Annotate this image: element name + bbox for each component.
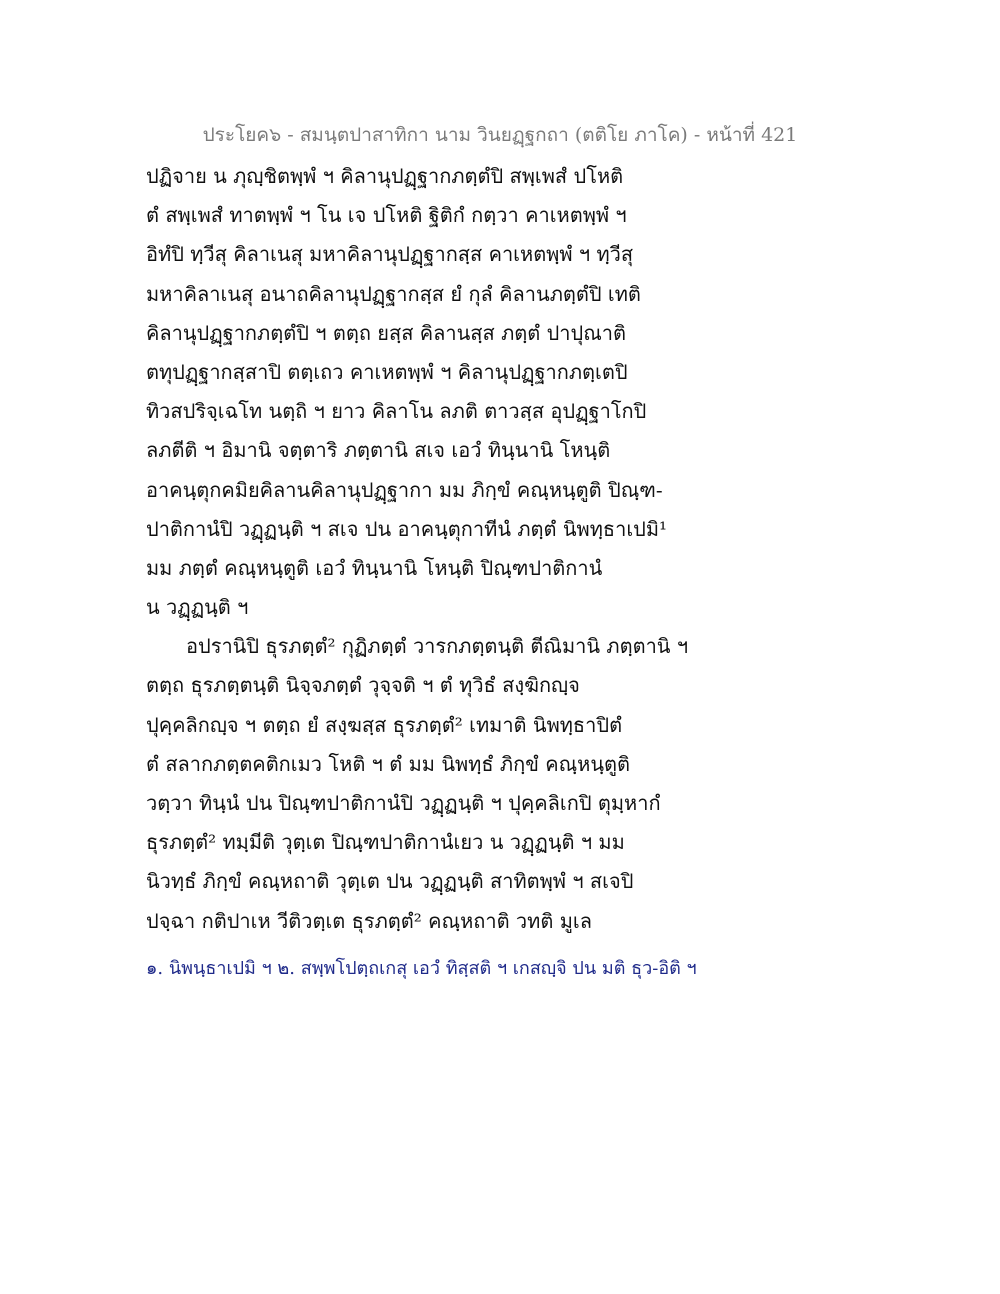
text-line: ปุคฺคลิกญฺจ ฯ ตตฺถ ยํ สงฺฆสฺส ธุรภตฺตํ² เทมาติ นิพทฺธาปิตํ (146, 712, 623, 737)
text-line: ตตฺถ ธุรภตฺตนฺติ นิจฺจภตฺตํ วุจฺจติ ฯ ตํ ทุวิธํ สงฺฆิกญฺจ (146, 673, 580, 698)
text-line: อาคนฺตุกคมิยคิลานคิลานุปฏฺฐากา มม ภิกฺขํ คณฺหนฺตูติ ปิณฺฑ- (146, 477, 663, 502)
footnote: ๑. นิพนฺธาเปมิ ฯ ๒. สพฺพโปตฺถเกสุ เอวํ ทิสฺสติ ฯ เกสญฺจิ ปน มติ ธุว-อิติ ฯ (146, 958, 697, 979)
text-line: นิวทฺธํ ภิกฺขํ คณฺหถาติ วุตฺเต ปน วฏฺฏนฺติ สาทิตพฺพํ ฯ สเจปิ (146, 869, 634, 894)
body-text (146, 157, 689, 941)
text-line: คิลานุปฏฺฐากภตฺตํปิ ฯ ตตฺถ ยสฺส คิลานสฺส ภตฺตํ ปาปุณาติ (146, 320, 626, 345)
paragraph-start-line: อปรานิปิ ธุรภตฺตํ² กุฏิภตฺตํ วารกภตฺตนฺติ ตีณิมานิ ภตฺตานิ ฯ (186, 634, 689, 659)
text-line: ลภตีติ ฯ อิมานิ จตฺตาริ ภตฺตานิ สเจ เอวํ ทินฺนานิ โหนฺติ (146, 438, 611, 463)
text-line: ปจฺฉา กติปาเห วีติวตฺเต ธุรภตฺตํ² คณฺหถาติ วทติ มูเล (146, 908, 592, 933)
text-line: อิทํปิ ทฺวีสุ คิลาเนสุ มหาคิลานุปฏฺฐากสฺส คาเหตพฺพํ ฯ ทฺวีสุ (146, 242, 634, 267)
text-line: มม ภตฺตํ คณฺหนฺตูติ เอวํ ทินฺนานิ โหนฺติ ปิณฺฑปาติกานํ (146, 555, 603, 580)
text-line: มหาคิลาเนสุ อนาถคิลานุปฏฺฐากสฺส ยํ กุลํ คิลานภตฺตํปิ เทติ (146, 281, 641, 306)
text-line: ปฏิจาย น ภุญฺชิตพฺพํ ฯ คิลานุปฏฺฐากภตฺตํปิ สพฺเพสํ ปโหติ (146, 164, 624, 188)
page-header: ประโยค๖ - สมนฺตปาสาทิกา นาม วินยฏฺฐกถา (ตติโย ภาโค) - หน้าที่ 421 (202, 124, 798, 146)
text-line: น วฏฺฏนฺติ ฯ (146, 595, 249, 620)
text-line: ทิวสปริจฺเฉโท นตฺถิ ฯ ยาว คิลาโน ลภติ ตาวสฺส อุปฏฺฐาโกปิ (146, 399, 647, 424)
text-line: วตฺวา ทินฺนํ ปน ปิณฺฑปาติกานํปิ วฏฺฏนฺติ ฯ ปุคฺคลิเกปิ ตุมฺหากํ (146, 791, 661, 815)
text-line: ตํ สลากภตฺตคติกเมว โหติ ฯ ตํ มม นิพทฺธํ ภิกฺขํ คณฺหนฺตูติ (146, 751, 631, 776)
text-line: ปาติกานํปิ วฏฺฏนฺติ ฯ สเจ ปน อาคนฺตุกาทีนํ ภตฺตํ นิพทฺธาเปมิ¹ (146, 516, 668, 541)
text-line: ตทุปฏฺฐากสฺสาปิ ตตฺเถว คาเหตพฺพํ ฯ คิลานุปฏฺฐากภตฺเตปิ (146, 359, 628, 384)
text-line: ธุรภตฺตํ² ทมฺมีติ วุตฺเต ปิณฺฑปาติกานํเยว น วฏฺฏนฺติ ฯ มม (146, 830, 625, 855)
text-line: ตํ สพฺเพสํ ทาตพฺพํ ฯ โน เจ ปโหติ ฐิติกํ กตฺวา คาเหตพฺพํ ฯ (146, 203, 627, 228)
